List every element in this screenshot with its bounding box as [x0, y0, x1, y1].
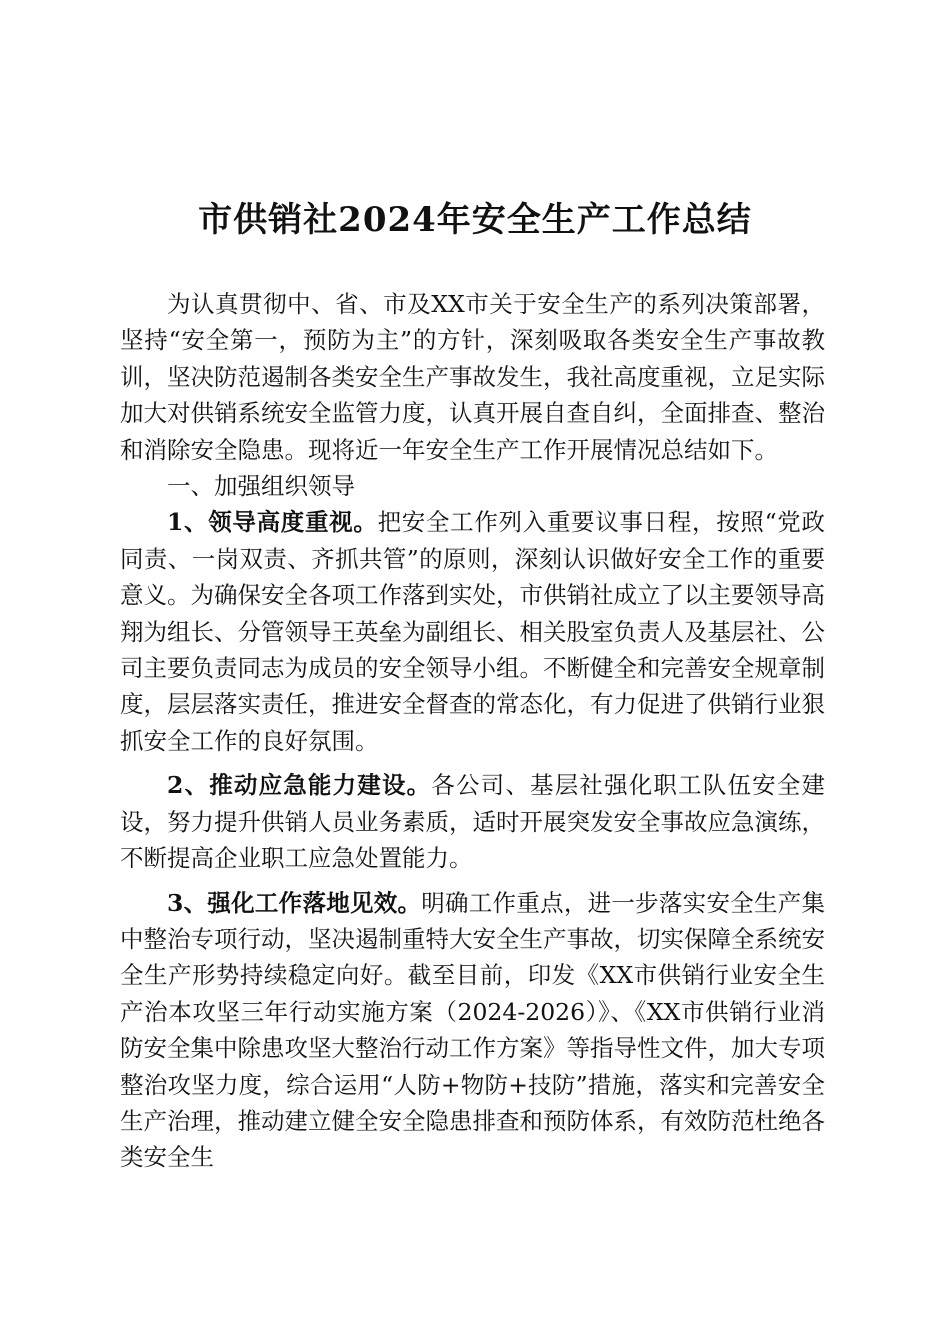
item-text: 明确工作重点，进一步落实安全生产集中整治专项行动，坚决遏制重特大安全生产事故，切实保障全系统安全生产形势持续稳定向好。截至目前，印发《XX市供销行业安全生产治本攻坚三年行动实施方案（2024-2026）》、《XX市供销行业消防安全集中除患攻坚大整治行动工作方案》等指导性文件，加大专项整治攻坚力度，综合运用“人防+物防+技防”措施，落实和完善安全生产治理，推动建立健全安全隐患排查和预防体系，有效防范杜绝各类安全生	[120, 888, 825, 1172]
intro-paragraph: 为认真贯彻中、省、市及XX市关于安全生产的系列决策部署，坚持“安全第一，预防为主”的方针，深刻吸取各类安全生产事故教训，坚决防范遏制各类安全生产事故发生，我社高度重视，立足实际加大对供销系统安全监管力度，认真开展自查自纠，全面排查、整治和消除安全隐患。现将近一年安全生产工作开展情况总结如下。	[120, 290, 825, 464]
section-item-3	[120, 885, 825, 1176]
document-body	[120, 286, 825, 1176]
document-title: 市供销社2024年安全生产工作总结	[198, 200, 752, 240]
item-lead: 1、领导高度重视。	[167, 508, 378, 537]
section-item-2	[120, 767, 825, 876]
item-lead: 3、强化工作落地见效。	[167, 888, 422, 917]
item-text: 把安全工作列入重要议事日程，按照“党政同责、一岗双责、齐抓共管”的原则，深刻认识做好安全工作的重要意义。为确保安全各项工作落到实处，市供销社成立了以主要领导高翔为组长、分管领导王英垒为副组长、相关股室负责人及基层社、公司主要负责同志为成员的安全领导小组。不断健全和完善安全规章制度，层层落实责任，推进安全督查的常态化，有力促进了供销行业狠抓安全工作的良好氛围。	[120, 508, 825, 755]
section-item-1	[120, 504, 825, 759]
section-heading: 一、加强组织领导	[167, 472, 355, 501]
item-lead: 2、推动应急能力建设。	[167, 771, 432, 800]
item-text: 各公司、基层社强化职工队伍安全建设，努力提升供销人员业务素质，适时开展突发安全事故应急演练，不断提高企业职工应急处置能力。	[120, 771, 826, 873]
